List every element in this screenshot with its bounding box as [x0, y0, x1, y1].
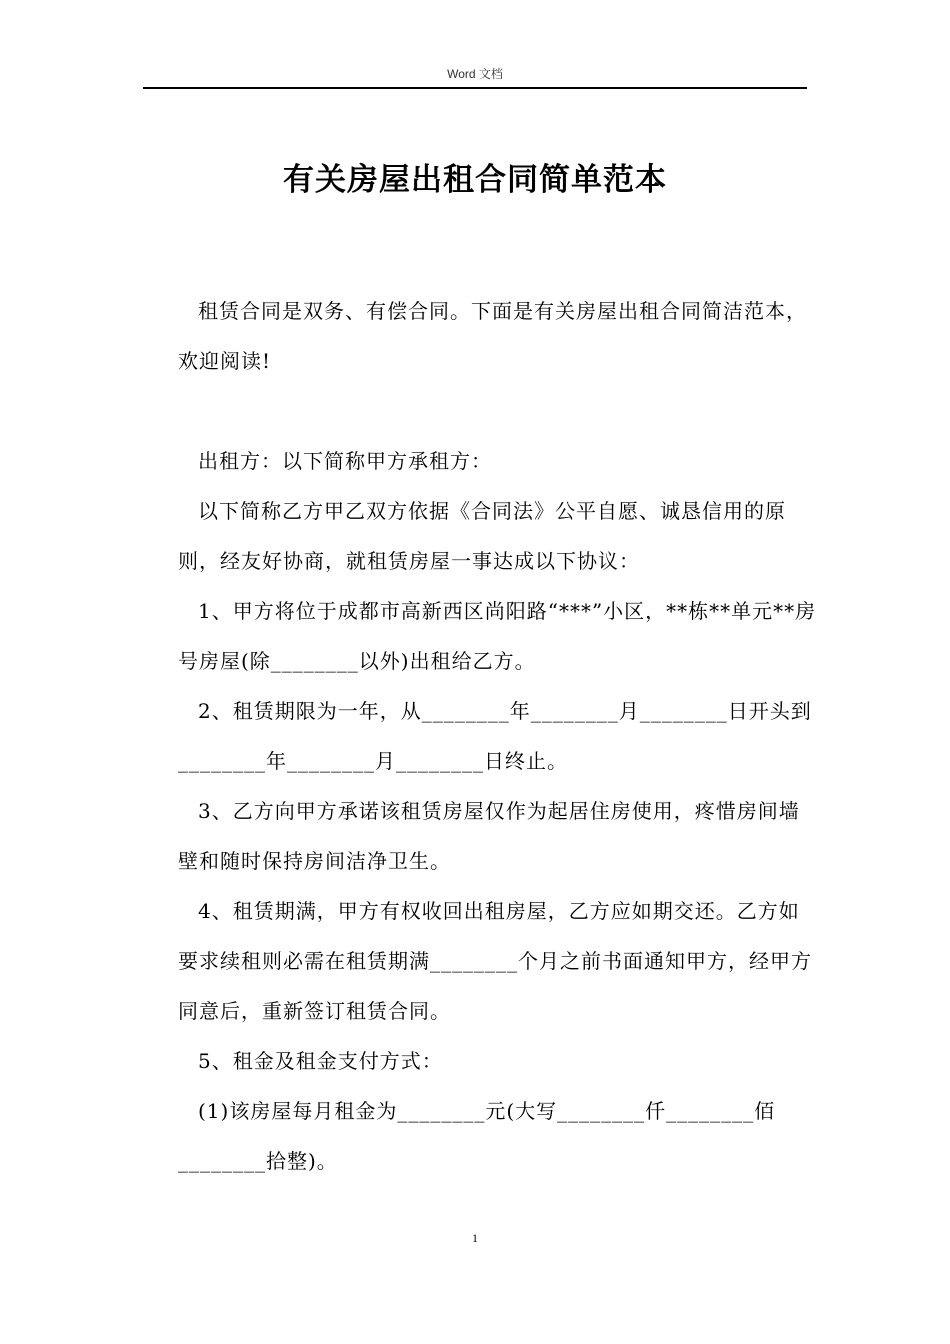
- paragraph-preamble: 以下简称乙方甲乙双方依据《合同法》公平自愿、诚恳信用的原则，经友好协商，就租赁房屋一事达成以下协议：: [178, 499, 786, 573]
- clause-4: 4、租赁期满，甲方有权收回出租房屋，乙方应如期交还。乙方如要求续租则必需在租赁期满________个月之前书面通知甲方，经甲方同意后，重新签订租赁合同。: [178, 899, 812, 1023]
- clause-5-item-1: (1)该房屋每月租金为________元(大写________仟________佰________拾整)。: [178, 1099, 776, 1173]
- paragraph-intro: 租赁合同是双务、有偿合同。下面是有关房屋出租合同简洁范本，欢迎阅读!: [178, 299, 807, 373]
- clause-5: 5、租金及租金支付方式：: [198, 1049, 443, 1073]
- paragraph-parties: 出租方：以下简称甲方承租方：: [198, 449, 492, 473]
- clause-1: 1、甲方将位于成都市高新西区尚阳路“***”小区，**栋**单元**房号房屋(除________以外)出租给乙方。: [178, 599, 817, 673]
- running-header: Word 文档: [447, 67, 503, 81]
- document-title: 有关房屋出租合同简单范本: [283, 162, 667, 198]
- clause-3: 3、乙方向甲方承诺该租赁房屋仅作为起居住房使用，疼惜房间墙壁和随时保持房间洁净卫生。: [178, 799, 800, 873]
- document-body: [178, 286, 818, 1186]
- page-number: 1: [472, 1231, 478, 1245]
- clause-2: 2、租赁期限为一年，从________年________月________日开头到________年________月________日终止。: [178, 699, 812, 773]
- header-divider: [143, 87, 807, 89]
